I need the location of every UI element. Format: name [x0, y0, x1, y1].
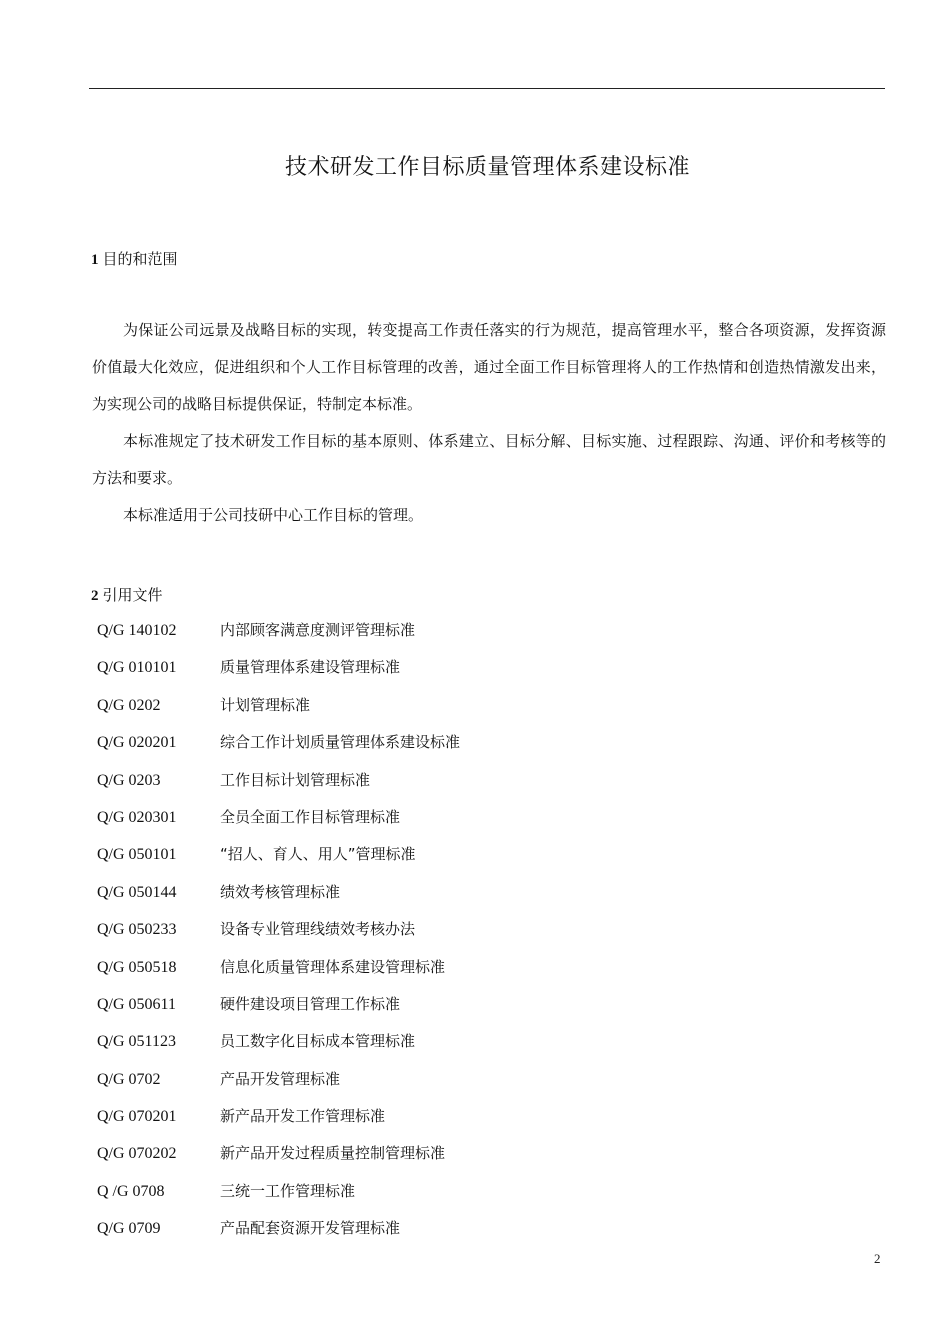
- reference-code: Q /G 0708: [97, 1182, 165, 1200]
- reference-name: 硬件建设项目管理工作标准: [220, 994, 401, 1013]
- reference-name: “招人、育人、用人”管理标准: [220, 845, 416, 864]
- reference-item: [97, 1064, 460, 1101]
- reference-item: [97, 839, 460, 876]
- reference-item: [97, 802, 460, 839]
- reference-code: Q/G 0702: [97, 1070, 161, 1088]
- reference-name: 新产品开发工作管理标准: [220, 1107, 386, 1126]
- reference-item: [97, 877, 460, 914]
- reference-item: [97, 652, 460, 689]
- header-rule: [89, 88, 885, 89]
- reference-name: 新产品开发过程质量控制管理标准: [220, 1144, 446, 1163]
- reference-item: [97, 615, 460, 652]
- reference-item: [97, 989, 460, 1026]
- reference-name: 产品配套资源开发管理标准: [220, 1219, 401, 1238]
- reference-code: Q/G 070201: [97, 1108, 177, 1126]
- reference-name: 质量管理体系建设管理标准: [220, 658, 401, 677]
- reference-list: [97, 615, 460, 1251]
- reference-code: Q/G 0709: [97, 1220, 161, 1238]
- reference-code: Q/G 140102: [97, 622, 177, 639]
- section-1-title: 目的和范围: [102, 250, 178, 268]
- reference-name: 产品开发管理标准: [220, 1069, 341, 1088]
- reference-code: Q/G 051123: [97, 1033, 176, 1051]
- reference-item: [97, 1138, 460, 1175]
- reference-code: Q/G 050518: [97, 958, 177, 976]
- reference-code: Q/G 070202: [97, 1145, 177, 1163]
- reference-item: [97, 1101, 460, 1138]
- reference-name: 工作目标计划管理标准: [220, 770, 371, 789]
- reference-name: 信息化质量管理体系建设管理标准: [220, 957, 446, 976]
- reference-item: [97, 1176, 460, 1213]
- reference-name: 全员全面工作目标管理标准: [220, 807, 401, 826]
- section-1-number: 1: [91, 252, 99, 268]
- reference-name: 绩效考核管理标准: [220, 882, 341, 901]
- reference-name: 综合工作计划质量管理体系建设标准: [220, 733, 461, 752]
- scope-paragraph-1: 为保证公司远景及战略目标的实现，转变提高工作责任落实的行为规范，提高管理水平，整合各项资源，发挥资源价值最大化效应，促进组织和个人工作目标管理的改善，通过全面工作目标管理将人的工作热情和创造热情激发出来，为实现公司的战略目标提供保证，特制定本标准。: [92, 321, 886, 413]
- section-2-heading: [91, 584, 163, 605]
- reference-code: Q/G 0202: [97, 696, 161, 714]
- reference-item: [97, 690, 460, 727]
- scope-paragraph-3: 本标准适用于公司技研中心工作目标的管理。: [123, 506, 424, 524]
- reference-code: Q/G 010101: [97, 659, 177, 677]
- reference-code: Q/G 020301: [97, 808, 177, 826]
- reference-code: Q/G 050101: [97, 846, 177, 864]
- reference-name: 员工数字化目标成本管理标准: [220, 1032, 416, 1051]
- reference-name: 内部顾客满意度测评管理标准: [220, 621, 416, 639]
- reference-code: Q/G 050144: [97, 883, 177, 901]
- section-2-number: 2: [91, 588, 99, 604]
- reference-item: [97, 1026, 460, 1063]
- reference-code: Q/G 050611: [97, 995, 176, 1013]
- reference-code: Q/G 020201: [97, 734, 177, 752]
- reference-item: [97, 765, 460, 802]
- reference-item: [97, 1213, 460, 1250]
- scope-paragraph-2: 本标准规定了技术研发工作目标的基本原则、体系建立、目标分解、目标实施、过程跟踪、沟通、评价和考核等的方法和要求。: [92, 432, 886, 487]
- reference-name: 计划管理标准: [220, 695, 311, 714]
- section-2-title: 引用文件: [102, 586, 163, 604]
- reference-code: Q/G 0203: [97, 771, 161, 789]
- reference-name: 设备专业管理线绩效考核办法: [220, 920, 416, 939]
- page-number: 2: [874, 1251, 881, 1266]
- reference-code: Q/G 050233: [97, 921, 177, 939]
- reference-item: [97, 727, 460, 764]
- section-1-heading: [91, 248, 178, 269]
- reference-item: [97, 914, 460, 951]
- document-title: 技术研发工作目标质量管理体系建设标准: [284, 155, 690, 180]
- reference-name: 三统一工作管理标准: [220, 1181, 356, 1200]
- reference-item: [97, 952, 460, 989]
